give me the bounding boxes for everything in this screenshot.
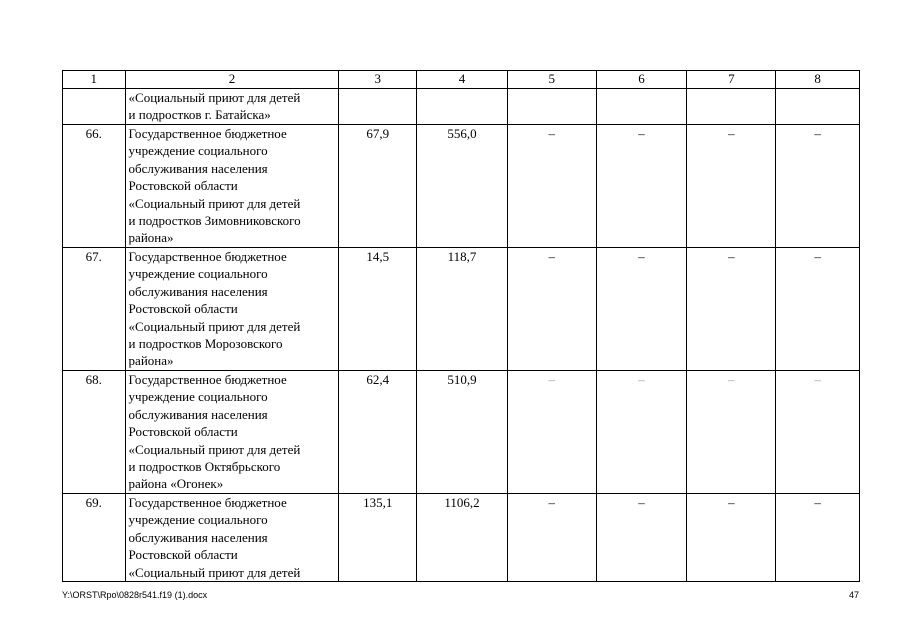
institution-name-cell [125, 494, 339, 582]
value-cell-4: 510,9 [417, 371, 508, 494]
name-line: Государственное бюджетное [128, 495, 287, 510]
value-cell-8: – [776, 494, 860, 582]
name-line: Государственное бюджетное [128, 372, 287, 387]
institution-name-cell [125, 125, 339, 248]
name-line: обслуживания населения [128, 406, 268, 422]
institution-name-cell [125, 248, 339, 371]
row-number-cell: 67. [63, 248, 126, 371]
table-row [63, 371, 860, 494]
header-col-7: 7 [687, 71, 776, 89]
name-line: Ростовской области [128, 547, 238, 563]
footer-file-path: Y:\ORST\Rpo\0828r541.f19 (1).docx [62, 590, 208, 600]
data-table [62, 70, 860, 582]
table-row [63, 494, 860, 582]
footer-page-number: 47 [848, 590, 859, 600]
value-cell-3: 135,1 [339, 494, 417, 582]
table-row [63, 125, 860, 248]
name-line: Государственное бюджетное [128, 249, 287, 264]
value-cell-8: – [776, 248, 860, 371]
value-cell-6: – [596, 248, 687, 371]
value-cell-4: 556,0 [417, 125, 508, 248]
row-number-cell [63, 89, 126, 125]
value-cell-7: – [687, 125, 776, 248]
value-cell-3: 62,4 [339, 371, 417, 494]
name-line: района» [128, 353, 174, 369]
value-cell-6: – [596, 125, 687, 248]
value-cell-5: – [507, 494, 596, 582]
value-cell-3: 14,5 [339, 248, 417, 371]
name-line: Ростовской области [128, 301, 238, 317]
name-line: и подростков г. Батайска» [128, 107, 271, 123]
value-cell-7: – [687, 248, 776, 371]
institution-name-cell [125, 89, 339, 125]
header-col-6: 6 [596, 71, 687, 89]
name-line: обслуживания населения [128, 160, 268, 176]
name-line: учреждение социального [128, 143, 268, 159]
institution-name-cell [125, 371, 339, 494]
value-cell-4: 118,7 [417, 248, 508, 371]
name-line: «Социальный приют для детей [128, 441, 301, 457]
name-line: обслуживания населения [128, 283, 268, 299]
value-cell [776, 89, 860, 125]
value-cell-5: – [507, 371, 596, 494]
name-line: Государственное бюджетное [128, 126, 287, 141]
table-row [63, 248, 860, 371]
value-cell-6: – [596, 494, 687, 582]
value-cell [507, 89, 596, 125]
name-line: и подростков Октябрьского [128, 459, 281, 475]
name-line: Ростовской области [128, 424, 238, 440]
continuation-row [63, 89, 860, 125]
row-number-cell: 66. [63, 125, 126, 248]
header-col-8: 8 [776, 71, 860, 89]
row-number-cell: 69. [63, 494, 126, 582]
header-col-4: 4 [417, 71, 508, 89]
name-line: района «Огонек» [128, 476, 224, 492]
name-line: «Социальный приют для детей [128, 564, 301, 580]
value-cell [596, 89, 687, 125]
name-line: и подростков Морозовского [128, 336, 283, 352]
value-cell-5: – [507, 248, 596, 371]
name-line: учреждение социального [128, 266, 268, 282]
value-cell-7: – [687, 371, 776, 494]
name-line: района» [128, 230, 174, 246]
name-line: и подростков Зимовниковского [128, 213, 301, 229]
name-line: учреждение социального [128, 512, 268, 528]
value-cell [687, 89, 776, 125]
value-cell-3: 67,9 [339, 125, 417, 248]
header-col-1: 1 [63, 71, 126, 89]
name-line: «Социальный приют для детей [128, 318, 301, 334]
header-col-5: 5 [507, 71, 596, 89]
name-line: Ростовской области [128, 178, 238, 194]
name-line: «Социальный приют для детей [128, 195, 301, 211]
value-cell [417, 89, 508, 125]
name-line: «Социальный приют для детей [128, 90, 301, 105]
name-line: учреждение социального [128, 389, 268, 405]
header-col-3: 3 [339, 71, 417, 89]
value-cell-5: – [507, 125, 596, 248]
header-row [63, 71, 860, 89]
value-cell-8: – [776, 371, 860, 494]
header-col-2: 2 [125, 71, 339, 89]
name-line: обслуживания населения [128, 529, 268, 545]
value-cell-4: 1106,2 [417, 494, 508, 582]
row-number-cell: 68. [63, 371, 126, 494]
value-cell-8: – [776, 125, 860, 248]
value-cell-6: – [596, 371, 687, 494]
value-cell [339, 89, 417, 125]
value-cell-7: – [687, 494, 776, 582]
